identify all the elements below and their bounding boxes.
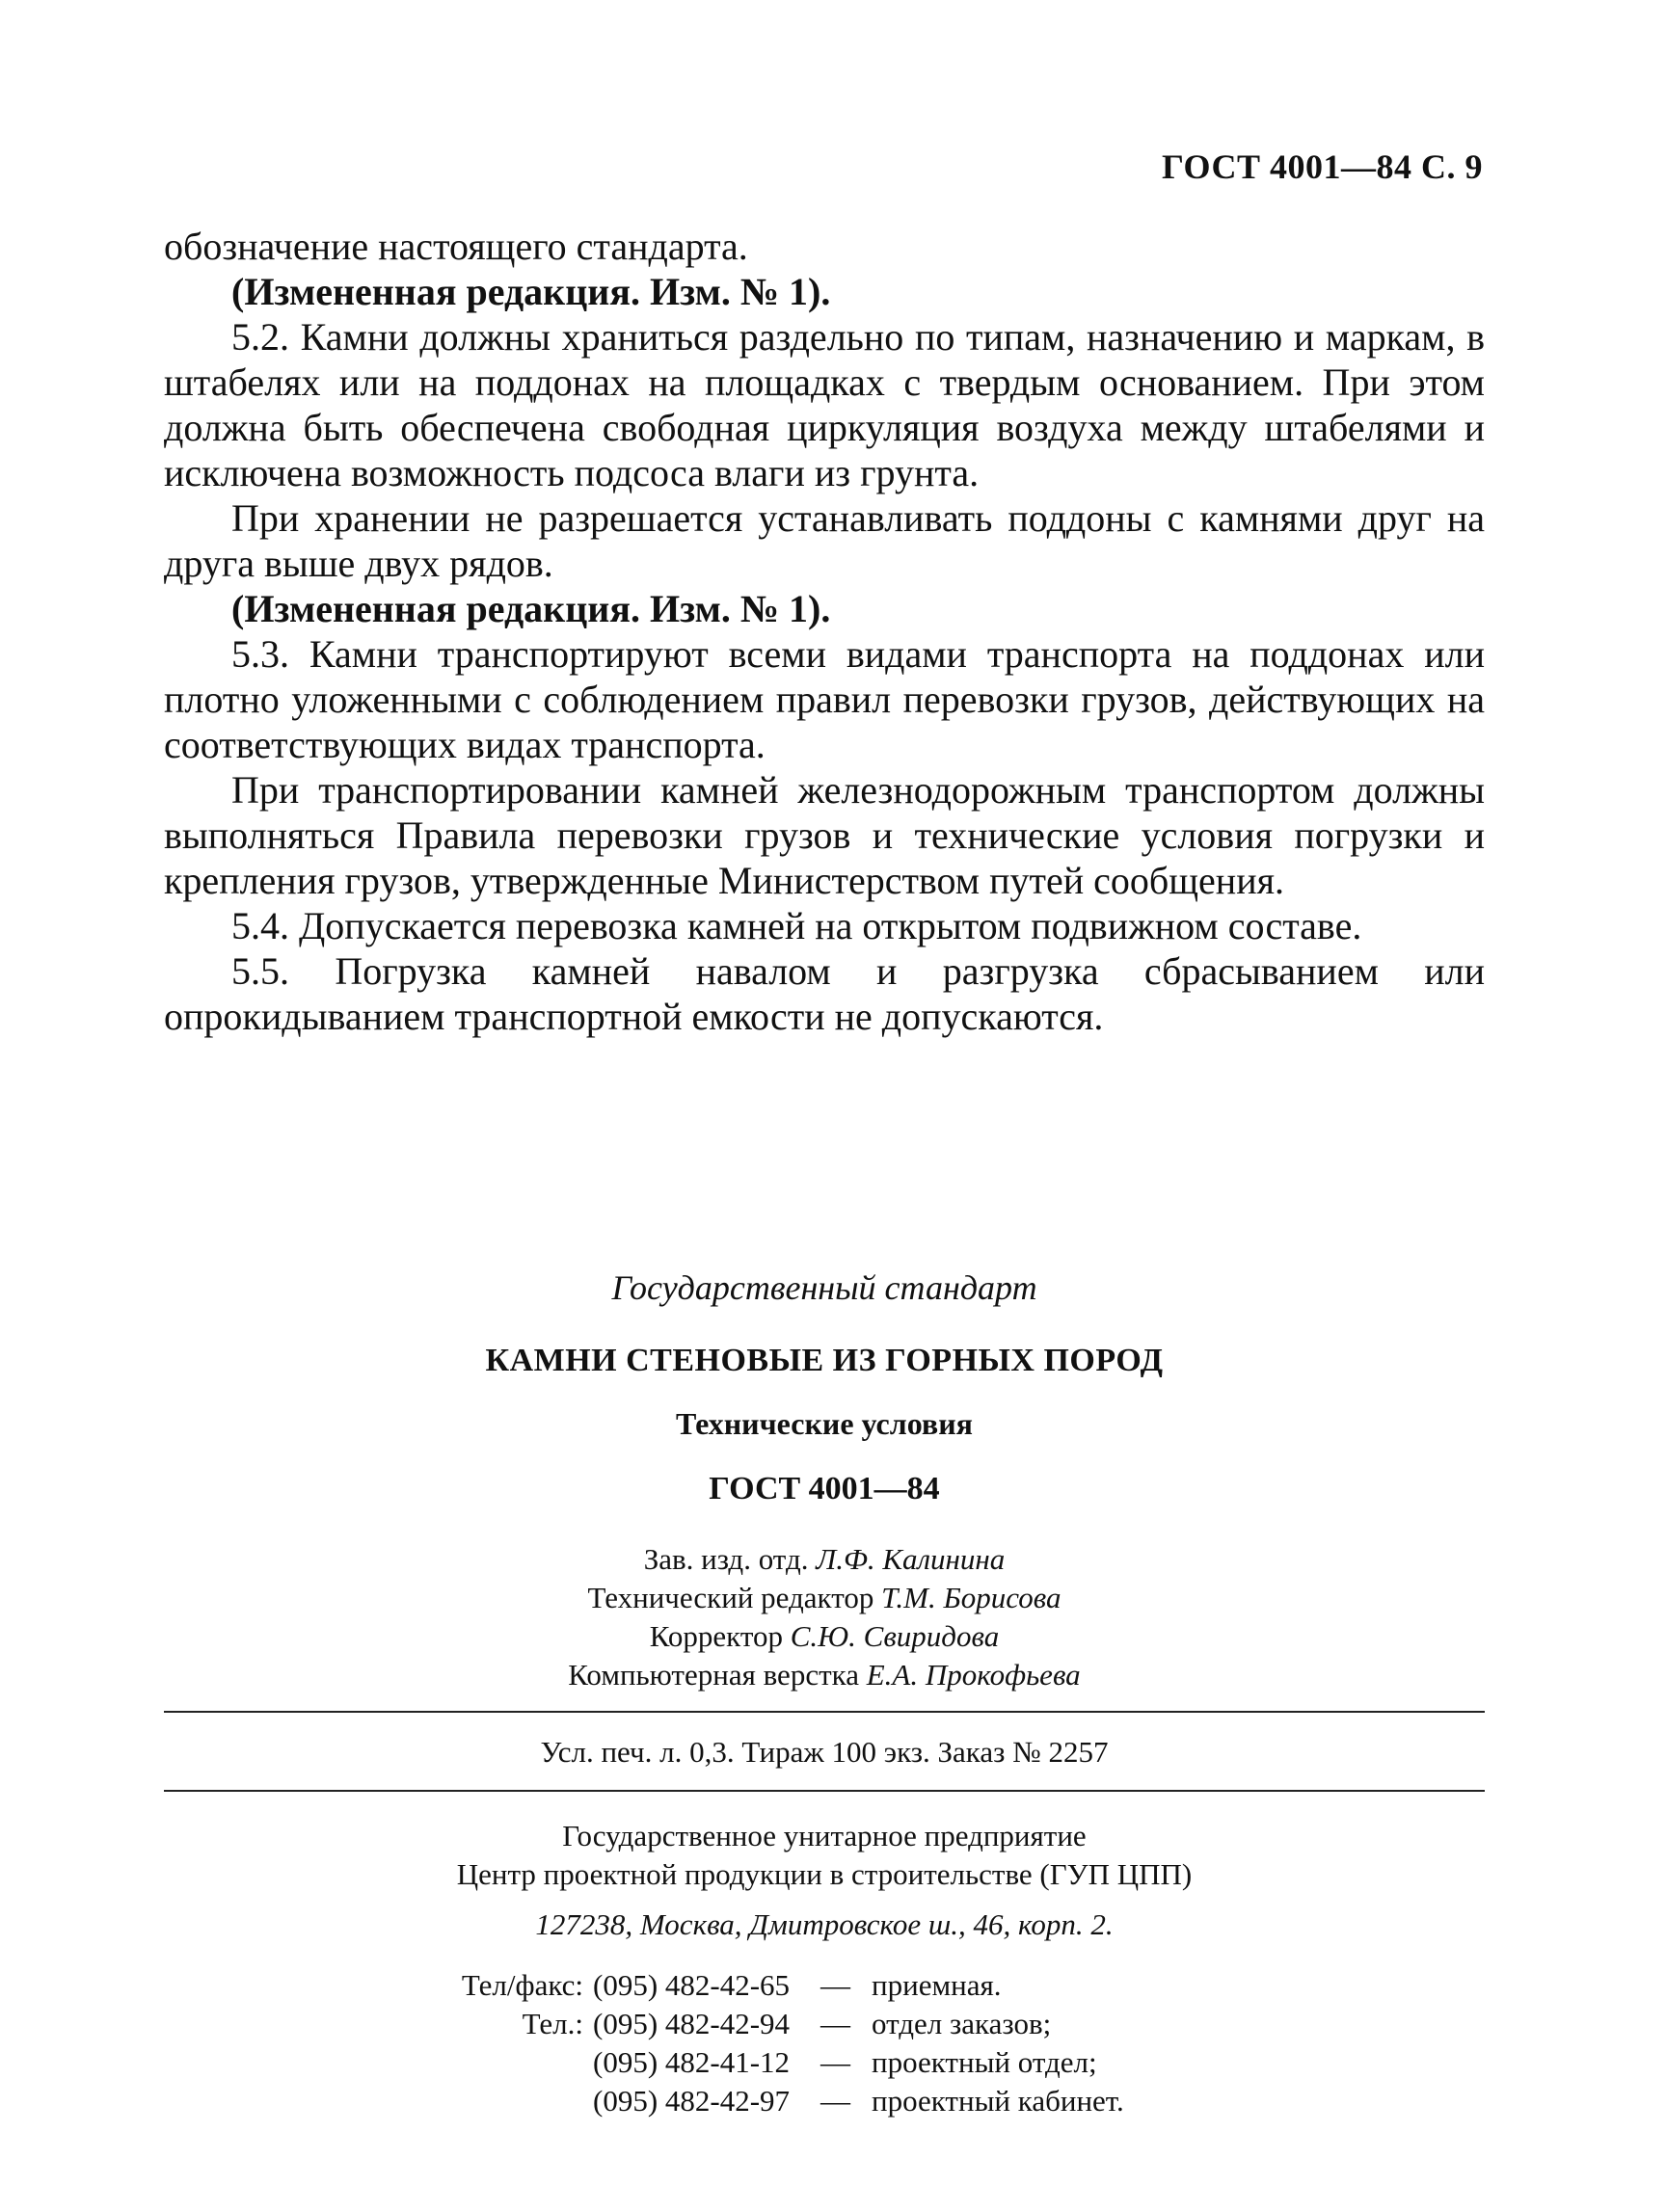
contact-dept: проектный кабинет. xyxy=(872,2084,1124,2118)
contact-label xyxy=(405,2043,593,2082)
credit-role: Корректор xyxy=(649,1619,783,1653)
divider-rule xyxy=(164,1711,1485,1713)
paragraph-continuation: обозначение настоящего стандарта. xyxy=(164,225,748,268)
contact-dept: отдел заказов; xyxy=(872,2007,1052,2040)
contact-label: Тел/факс: xyxy=(461,1968,583,2002)
paragraph-5-4: 5.4. Допускается перевозка камней на открытом подвижном составе. xyxy=(231,904,1362,947)
contact-dash: — xyxy=(820,1968,851,2002)
credit-name: С.Ю. Свиридова xyxy=(790,1619,1000,1653)
contacts-table xyxy=(405,1966,1134,2120)
colophon-kicker: Государственный стандарт xyxy=(611,1268,1037,1307)
contact-phone: (095) 482-42-94 xyxy=(593,2007,791,2040)
contact-label xyxy=(405,2082,593,2120)
contact-phone: (095) 482-42-97 xyxy=(593,2084,791,2118)
amendment-note: (Измененная редакция. Изм. № 1). xyxy=(231,270,831,313)
credit-name: Е.А. Прокофьева xyxy=(866,1658,1081,1692)
credit-line xyxy=(164,1617,1485,1656)
publisher-name-line: Государственное унитарное предприятие xyxy=(562,1819,1087,1852)
credit-name: Л.Ф. Калинина xyxy=(816,1542,1006,1576)
running-header: ГОСТ 4001—84 С. 9 xyxy=(1162,147,1483,186)
standard-title: КАМНИ СТЕНОВЫЕ ИЗ ГОРНЫХ ПОРОД xyxy=(485,1343,1164,1378)
credit-role: Технический редактор xyxy=(587,1581,874,1614)
contact-dash: — xyxy=(820,2045,851,2079)
publisher-address: 127238, Москва, Дмитровское ш., 46, корп. 2. xyxy=(535,1907,1114,1941)
credit-line xyxy=(164,1579,1485,1617)
divider-rule xyxy=(164,1790,1485,1792)
amendment-note: (Измененная редакция. Изм. № 1). xyxy=(231,587,831,630)
credit-role: Зав. изд. отд. xyxy=(643,1542,809,1576)
paragraph-5-3: 5.3. Камни транспортируют всеми видами транспорта на поддонах или плотно уложенными с соблюдением правил перевозки грузов, действующих на соответствующих видах транспорта. xyxy=(164,632,1485,766)
print-info: Усл. печ. л. 0,3. Тираж 100 экз. Заказ № 2257 xyxy=(540,1735,1109,1769)
body-text xyxy=(164,224,1485,1039)
credits-list xyxy=(164,1540,1485,1694)
contact-row xyxy=(405,1966,1134,2005)
contact-dept: приемная. xyxy=(872,1968,1002,2002)
standard-number: ГОСТ 4001—84 xyxy=(709,1471,940,1506)
contact-phone: (095) 482-41-12 xyxy=(593,2045,791,2079)
contact-phone: (095) 482-42-65 xyxy=(593,1968,791,2002)
credit-line xyxy=(164,1656,1485,1694)
standard-subtitle: Технические условия xyxy=(676,1406,973,1441)
credit-role: Компьютерная верстка xyxy=(568,1658,859,1692)
colophon xyxy=(164,1267,1485,1694)
contact-dash: — xyxy=(820,2007,851,2040)
contact-row xyxy=(405,2005,1134,2043)
contact-row xyxy=(405,2043,1134,2082)
paragraph-storage: При хранении не разрешается устанавливать поддоны с камнями друг на друга выше двух рядов. xyxy=(164,496,1485,585)
paragraph-railway: При транспортировании камней железнодорожным транспортом должны выполняться Правила перевозки грузов и технические условия погрузки и крепления грузов, утвержденные Министерством путей сообщения. xyxy=(164,768,1485,902)
paragraph-5-5: 5.5. Погрузка камней навалом и разгрузка сбрасыванием или опрокидыванием транспортной емкости не допускаются. xyxy=(164,949,1485,1038)
contact-row xyxy=(405,2082,1134,2120)
credit-name: Т.М. Борисова xyxy=(881,1581,1061,1614)
contact-dash: — xyxy=(820,2084,851,2118)
contact-dept: проектный отдел; xyxy=(872,2045,1097,2079)
paragraph-5-2: 5.2. Камни должны храниться раздельно по типам, назначению и маркам, в штабелях или на поддонах на площадках с твердым основанием. При этом должна быть обеспечена свободная циркуляция воздуха между штабелями и исключена возможность подсоса влаги из грунта. xyxy=(164,315,1485,494)
publisher-name-line: Центр проектной продукции в строительстве (ГУП ЦПП) xyxy=(456,1857,1193,1891)
contact-label: Тел.: xyxy=(522,2007,583,2040)
credit-line xyxy=(164,1540,1485,1579)
publisher-block xyxy=(164,1817,1485,1944)
